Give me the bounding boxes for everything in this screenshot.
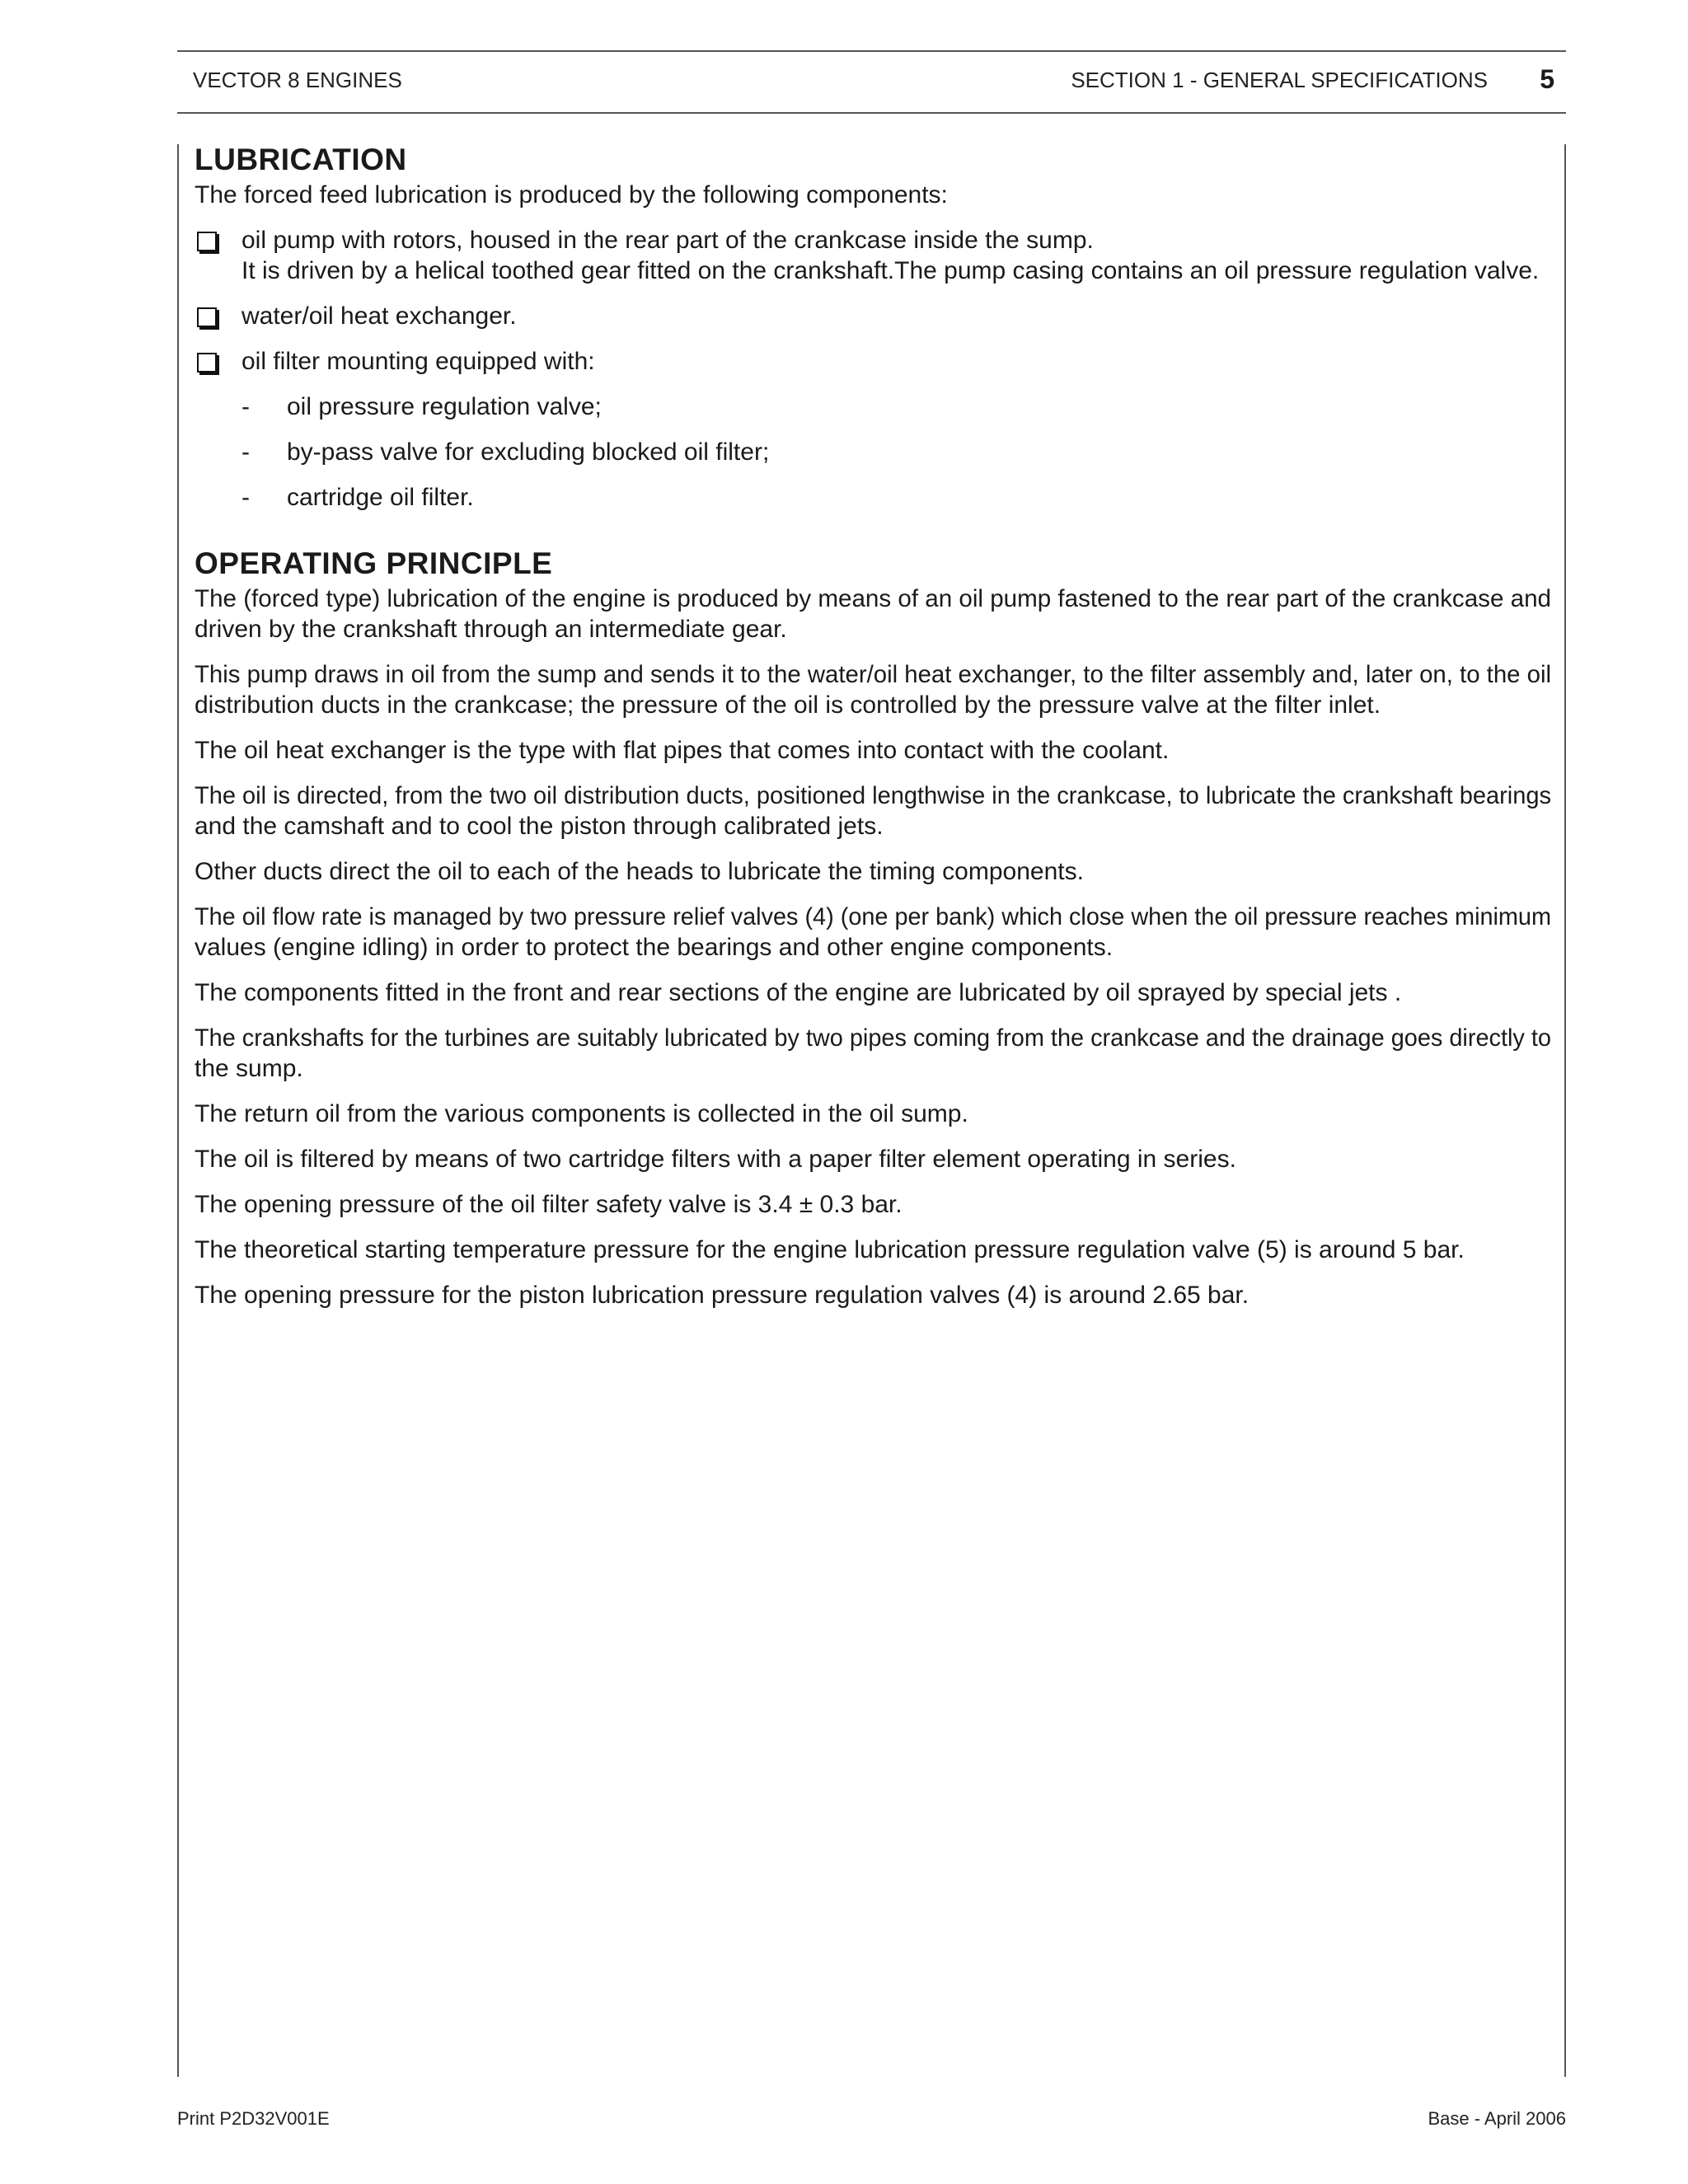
paragraph-line: The opening pressure for the piston lubrication pressure regulation valves (4) is around 2.65 bar. — [195, 1282, 1250, 1309]
paragraph-line: distribution ducts in the crankcase; the pressure of the oil is controlled by the pressure valve at the filter inlet. — [195, 691, 1381, 719]
header-bottom-rule — [177, 112, 1566, 114]
paragraph-line: The return oil from the various components is collected in the oil sump. — [195, 1100, 968, 1127]
paragraph — [195, 1280, 1551, 1310]
paragraph — [195, 583, 1551, 644]
bullet-line: oil pump with rotors, housed in the rear part of the crankcase inside the sump. — [241, 227, 1094, 254]
paragraph — [195, 1099, 1551, 1129]
section-title-operating-principle: OPERATING PRINCIPLE — [195, 546, 553, 580]
header-top-rule — [177, 50, 1566, 52]
dash-marker: - — [241, 438, 250, 466]
checkbox-square-icon — [197, 353, 217, 373]
bullet-line: oil filter mounting equipped with: — [241, 348, 595, 375]
paragraph-line: The crankshafts for the turbines are suitably lubricated by two pipes coming from the crankcase and the drainage goes directly to — [195, 1024, 1551, 1052]
section-title-lubrication: LUBRICATION — [195, 143, 407, 176]
paragraph-line: The oil heat exchanger is the type with flat pipes that comes into contact with the coolant. — [195, 737, 1170, 764]
bullet-item — [195, 301, 1551, 331]
left-border — [177, 144, 179, 2077]
bullet-line: It is driven by a helical toothed gear fitted on the crankshaft.The pump casing contains an oil pressure regulation valve. — [241, 257, 1540, 284]
main-content — [195, 140, 1551, 1325]
paragraph-line: The oil flow rate is managed by two pressure relief valves (4) (one per bank) which close when the oil pressure reaches minimum — [195, 903, 1551, 930]
paragraph-line: driven by the crankshaft through an intermediate gear. — [195, 616, 787, 643]
bullet-item — [195, 346, 1551, 377]
sub-item-text: oil pressure regulation valve; — [287, 393, 602, 420]
sub-item-text: by-pass valve for excluding blocked oil filter; — [287, 438, 770, 466]
intro-text: The forced feed lubrication is produced by the following components: — [195, 181, 948, 209]
paragraph-line: The oil is filtered by means of two cartridge filters with a paper filter element operating in series. — [195, 1146, 1236, 1173]
dash-marker: - — [241, 484, 250, 511]
paragraph — [195, 856, 1551, 887]
paragraph — [195, 977, 1551, 1008]
bullet-line: water/oil heat exchanger. — [241, 302, 517, 330]
paragraph — [195, 735, 1551, 766]
paragraph-line: the sump. — [195, 1055, 303, 1082]
sub-item — [195, 437, 1551, 467]
checkbox-square-icon — [197, 307, 217, 327]
footer-print-code: Print P2D32V001E — [177, 2108, 330, 2129]
paragraph — [195, 780, 1551, 841]
right-border — [1564, 144, 1566, 2077]
paragraph-line: This pump draws in oil from the sump and sends it to the water/oil heat exchanger, to the filter assembly and, later on, to the oil — [195, 661, 1551, 688]
bullet-item — [195, 225, 1551, 286]
sub-item-text: cartridge oil filter. — [287, 484, 474, 511]
paragraph — [195, 1189, 1551, 1220]
paragraph — [195, 659, 1551, 720]
paragraph-line: The oil is directed, from the two oil distribution ducts, positioned lengthwise in the crankcase, to lubricate the crankshaft bearings — [195, 782, 1551, 809]
paragraph — [195, 1235, 1551, 1265]
checkbox-square-icon — [197, 232, 217, 251]
paragraph-line: values (engine idling) in order to protect the bearings and other engine components. — [195, 934, 1114, 961]
paragraph-line: and the camshaft and to cool the piston through calibrated jets. — [195, 813, 884, 840]
paragraph — [195, 1023, 1551, 1084]
paragraph-line: The (forced type) lubrication of the engine is produced by means of an oil pump fastened to the rear part of the crankcase and — [195, 585, 1551, 612]
sub-item — [195, 391, 1551, 422]
paragraph-line: Other ducts direct the oil to each of the heads to lubricate the timing components. — [195, 858, 1084, 885]
paragraph — [195, 902, 1551, 963]
header-title: VECTOR 8 ENGINES — [193, 68, 402, 92]
page-number: 5 — [1540, 64, 1554, 94]
footer-edition: Base - April 2006 — [1428, 2108, 1566, 2129]
sub-item — [195, 482, 1551, 513]
header-section: SECTION 1 - GENERAL SPECIFICATIONS — [1071, 68, 1488, 92]
paragraph-line: The opening pressure of the oil filter safety valve is 3.4 ± 0.3 bar. — [195, 1191, 903, 1218]
paragraph-line: The theoretical starting temperature pressure for the engine lubrication pressure regulation valve (5) is around 5 bar. — [195, 1236, 1465, 1263]
dash-marker: - — [241, 393, 250, 420]
paragraph-line: The components fitted in the front and rear sections of the engine are lubricated by oil sprayed by special jets . — [195, 979, 1402, 1006]
paragraph — [195, 1144, 1551, 1174]
